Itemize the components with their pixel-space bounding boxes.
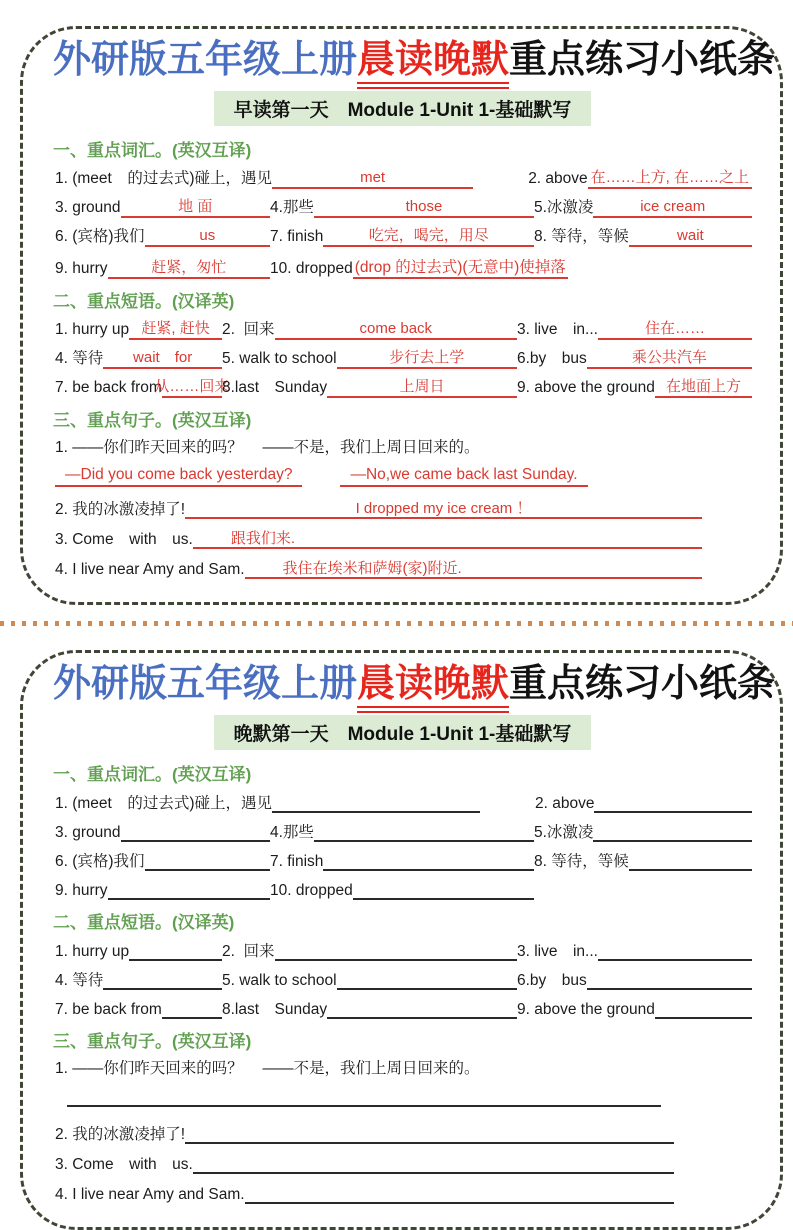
phrase-item-label: 6.by bus [517,971,587,989]
phrase-item [55,940,222,961]
phrase-item [222,348,517,369]
vocab-row [55,255,752,279]
phrase-list [53,319,752,398]
phrase-item [222,940,517,961]
vocab-row [55,197,752,218]
vocab-item [534,850,752,871]
phrase-item-label: 1. hurry up [55,321,130,339]
worksheet-card-morning [20,26,783,605]
phrase-item [55,998,222,1019]
sentence-line [55,438,752,457]
sentence-prompt: 1. ——你们昨天回来的吗？ ——不是，我们上周日回来的。 [55,438,480,456]
vocab-item-label: 9. hurry [55,260,108,278]
worksheet-card-evening [20,650,783,1230]
answer-text: 在地面上方 [665,378,741,396]
vocab-item-label: 10. dropped [270,881,353,899]
phrase-list [53,940,752,1019]
phrase-item [517,969,752,990]
phrase-item [517,348,752,369]
answer-blank [67,1086,661,1107]
answer-text: 上周日 [399,378,445,396]
phrase-item-label: 9. above the ground [517,379,655,397]
section-heading-vocab: 一、重点词汇。(英汉互译) [53,140,252,160]
sentence-line [55,558,752,579]
phrase-item-label: 3. live in... [517,942,598,960]
answer-text: —Did you come back yesterday? [55,465,302,487]
vocab-item-label: 5.冰激凌 [534,199,594,217]
vocab-item [55,792,535,813]
answer-blank [245,1183,674,1204]
phrase-item-label: 6.by bus [517,350,587,368]
phrase-item-label: 2. 回来 [222,942,275,960]
vocab-item-label: 10. dropped [270,260,353,278]
answer-text: 步行去上学 [389,349,465,367]
card-title [53,663,776,707]
answer-text: 吃完，喝完，用尽 [368,227,489,245]
phrase-item-label: 8.last Sunday [222,1000,328,1018]
phrase-item [222,377,517,398]
answer-blank [323,850,534,871]
answer-blank [272,792,480,813]
answer-blank [327,377,517,398]
title-highlight-text: 晨读晚默 [357,663,509,713]
vocab-item [55,821,270,842]
answer-blank [655,998,752,1019]
answer-blank [275,319,517,340]
sentence-answer-line [55,465,752,487]
vocab-list [53,792,752,900]
vocab-item [535,792,752,813]
vocab-item [270,255,752,279]
vocab-item [55,879,270,900]
phrase-item-label: 2. 回来 [222,321,275,339]
vocab-item [534,821,752,842]
answer-blank [121,821,271,842]
cut-line-divider [0,621,793,626]
vocab-row [55,226,752,247]
phrase-item [517,998,752,1019]
vocab-item-label: 7. finish [270,228,324,246]
sentence-line [55,1059,752,1078]
answer-blank [108,879,270,900]
sentence-prompt: 4. I live near Amy and Sam. [55,560,245,578]
answer-text: wait [677,227,704,245]
vocab-item [270,850,534,871]
answer-blank [588,168,752,189]
phrase-item-label: 7. be back from [55,1000,162,1018]
answer-text: wait for [133,349,193,367]
sentence-prompt: 1. ——你们昨天回来的吗？ ——不是，我们上周日回来的。 [55,1059,480,1077]
phrase-item-label: 7. be back from [55,379,162,397]
answer-blank [629,226,752,247]
sentence-line [55,498,752,519]
vocab-row [55,168,752,189]
vocab-item-label: 4.那些 [270,823,314,841]
sentence-line [55,528,752,549]
vocab-item-label: 8. 等待，等候 [534,228,629,246]
card-title [53,39,776,83]
vocab-item [270,197,534,218]
phrase-row [55,940,752,961]
phrase-row [55,319,752,340]
phrase-item-label: 4. 等待 [55,350,104,368]
worksheet-page [0,26,793,1203]
title-edition-text: 外研版五年级上册 [53,663,358,706]
answer-blank [121,197,271,218]
vocab-item-label: 3. ground [55,199,121,217]
answer-blank [193,528,702,549]
answer-blank [314,197,534,218]
answer-text: 在……上方, 在……之上 [590,169,749,187]
sentence-prompt: 3. Come with us. [55,530,193,548]
vocab-item [270,226,534,247]
vocab-item-label: 2. above [535,794,595,812]
phrase-item [517,940,752,961]
answer-blank [154,377,230,398]
answer-blank [145,850,270,871]
phrase-row [55,969,752,990]
title-edition-text: 外研版五年级上册 [53,39,358,81]
vocab-item-label: 9. hurry [55,881,108,899]
answer-text: (drop 的过去式)(无意中)使掉落 [353,255,568,279]
answer-text: come back [359,320,433,338]
answer-blank [145,226,270,247]
sentence-prompt: 2. 我的冰激凌掉了! [55,500,186,518]
section-heading-sentences: 三、重点句子。(英汉互译) [53,410,252,430]
answer-blank [275,940,517,961]
vocab-item [534,197,752,218]
phrase-item [222,998,517,1019]
sentence-list [55,1059,752,1204]
answer-blank [245,558,702,579]
section-heading-phrases: 二、重点短语。(汉译英) [53,912,235,932]
vocab-row [55,850,752,871]
card-subheader: 晚默第一天 Module 1-Unit 1-基础默写 [214,715,592,750]
answer-blank [108,258,270,279]
sentence-line [55,1123,752,1144]
phrase-row [55,377,752,398]
answer-blank [353,879,534,900]
answer-blank [594,792,752,813]
vocab-item-label: 1. (meet 的过去式)碰上，遇见 [55,794,273,812]
vocab-item-label: 5.冰激凌 [534,823,594,841]
title-suffix-text: 重点练习小纸条 [509,39,776,81]
vocab-item [534,226,752,247]
vocab-item [55,255,270,279]
section-heading-phrases: 二、重点短语。(汉译英) [53,291,235,311]
answer-text: 地 面 [178,198,213,216]
answer-blank [193,1153,674,1174]
answer-blank [587,348,752,369]
sentence-prompt: 2. 我的冰激凌掉了! [55,1125,186,1143]
phrase-item [517,319,752,340]
vocab-item-label: 7. finish [270,852,324,870]
title-suffix-text: 重点练习小纸条 [509,663,776,706]
phrase-item [517,377,752,398]
sentence-answer-line [55,1086,752,1107]
vocab-item-label: 2. above [528,170,588,188]
answer-blank [598,319,752,340]
title-highlight-text: 晨读晚默 [357,39,509,89]
answer-blank [327,998,517,1019]
vocab-item [55,197,270,218]
answer-blank [129,319,222,340]
sentence-prompt: 4. I live near Amy and Sam. [55,1185,245,1203]
phrase-item [222,969,517,990]
vocab-item-label: 3. ground [55,823,121,841]
vocab-item-label: 1. (meet 的过去式)碰上，遇见 [55,170,273,188]
answer-blank [103,969,222,990]
answer-text: us [199,227,216,245]
answer-blank [103,348,222,369]
vocab-item [55,226,270,247]
answer-text: those [405,198,443,216]
phrase-item [55,319,222,340]
vocab-item-label: 6. (宾格)我们 [55,228,145,246]
answer-blank [655,377,752,398]
vocab-row [55,879,752,900]
vocab-item [528,168,752,189]
answer-text: I dropped my ice cream ！ [355,499,532,517]
answer-blank [185,498,702,519]
answer-blank [337,969,517,990]
answer-blank [314,821,534,842]
answer-blank [185,1123,674,1144]
phrase-item-label: 4. 等待 [55,971,104,989]
phrase-item-label: 8.last Sunday [222,379,328,397]
phrase-item [55,348,222,369]
sentence-list [55,438,752,580]
answer-text: 从……回来 [154,378,230,396]
answer-blank [593,197,752,218]
sentence-line [55,1153,752,1174]
vocab-item-label: 4.那些 [270,199,314,217]
answer-text: —No,we came back last Sunday. [340,465,587,487]
sentence-prompt: 3. Come with us. [55,1155,193,1173]
answer-text: ice cream [640,198,706,216]
vocab-item-label: 6. (宾格)我们 [55,852,145,870]
answer-blank [272,168,473,189]
section-heading-sentences: 三、重点句子。(英汉互译) [53,1031,252,1051]
subheader-wrap [53,715,752,750]
answer-text: 我住在埃米和萨姆(家)附近. [282,559,462,577]
answer-blank [629,850,752,871]
answer-text: 住在…… [644,320,705,338]
answer-text: 跟我们来. [230,529,295,547]
vocab-list [53,168,752,279]
vocab-row [55,792,752,813]
phrase-item-label: 5. walk to school [222,350,337,368]
answer-blank [598,940,752,961]
phrase-item-label: 1. hurry up [55,942,130,960]
answer-blank [162,998,222,1019]
card-subheader: 早读第一天 Module 1-Unit 1-基础默写 [214,91,592,126]
phrase-row [55,348,752,369]
vocab-item [55,168,528,189]
phrase-item-label: 9. above the ground [517,1000,655,1018]
phrase-row [55,998,752,1019]
answer-blank [323,226,534,247]
vocab-item-label: 8. 等待，等候 [534,852,629,870]
phrase-item-label: 5. walk to school [222,971,337,989]
sentence-line [55,1183,752,1204]
phrase-item-label: 3. live in... [517,321,598,339]
phrase-item [55,377,230,398]
vocab-item [270,821,534,842]
section-heading-vocab: 一、重点词汇。(英汉互译) [53,764,252,784]
phrase-item [55,969,222,990]
subheader-wrap [53,91,752,126]
vocab-row [55,821,752,842]
answer-text: 乘公共汽车 [631,349,707,367]
answer-blank [587,969,752,990]
vocab-item [270,879,752,900]
answer-text: met [360,169,386,187]
answer-text: 赶紧, 赶快 [141,320,210,338]
vocab-item [55,850,270,871]
phrase-item [222,319,517,340]
answer-blank [337,348,517,369]
answer-text: 赶紧，匆忙 [151,259,227,277]
answer-blank [593,821,752,842]
answer-blank [129,940,222,961]
